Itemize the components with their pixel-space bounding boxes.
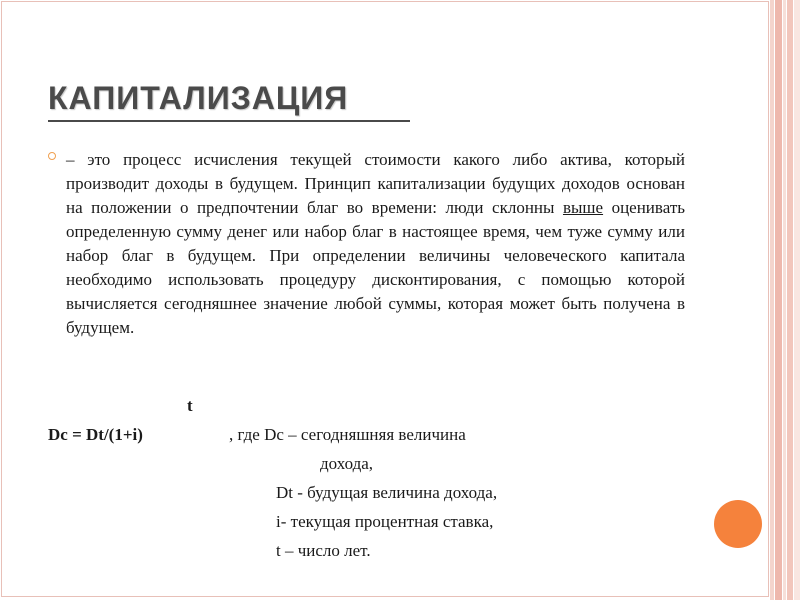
decorative-stripe <box>775 0 782 600</box>
decorative-stripe <box>770 0 774 600</box>
underlined-word: выше <box>562 198 604 217</box>
formula-expression: Dc = Dt/(1+i) <box>48 425 143 444</box>
formula-exponent: t <box>187 396 193 415</box>
bullet-icon <box>48 152 56 160</box>
title-underline <box>48 120 410 122</box>
decorative-stripe <box>787 0 793 600</box>
paragraph-text: оценивать определенную сумму денег или набор благ в настоящее время, чем туже сумму или набор благ в будущем. При определении величины человеческого капитала необходимо использовать процедуру дисконтирования, с помощью которой вычисляется сегодняшнее значение любой суммы, которая может быть получена в будущем. <box>66 198 685 337</box>
decorative-stripe <box>794 0 800 600</box>
definition-paragraph <box>66 148 685 340</box>
formula-dt-definition: Dt - будущая величина дохода, <box>276 483 498 502</box>
slide-title: КАПИТАЛИЗАЦИЯ <box>48 80 349 116</box>
paragraph-text: – это процесс исчисления текущей стоимости какого либо актива, который производит доходы в будущем. Принцип капитализации будущих доходов основан на положении о предпочтении благ во времени: люди склонны <box>66 150 685 217</box>
decorative-stripe <box>783 0 786 600</box>
decorative-circle <box>714 500 762 548</box>
formula-i-definition: i- текущая процентная ставка, <box>276 512 494 531</box>
formula-where-text-continued: дохода, <box>320 454 374 473</box>
formula-where-text: , где Dc – сегодняшняя величина <box>229 425 466 444</box>
formula-t-definition: t – число лет. <box>276 541 371 560</box>
